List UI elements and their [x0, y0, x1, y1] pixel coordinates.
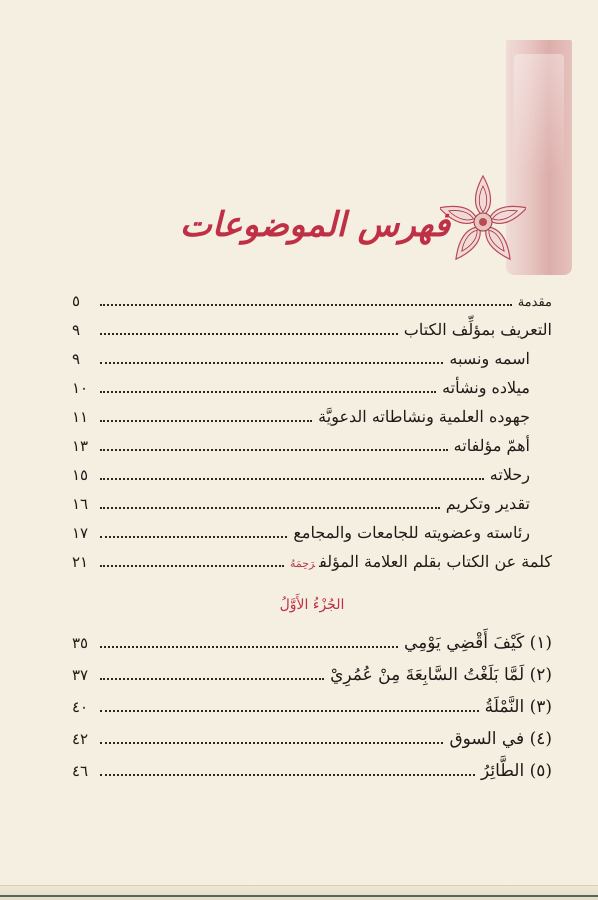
toc-entry-title: أهمّ مؤلفاته	[453, 436, 530, 455]
dot-leader	[100, 774, 475, 776]
toc-page-number: ٣٥	[72, 634, 89, 652]
table-of-contents	[72, 292, 552, 793]
toc-page-number: ٤٦	[72, 762, 89, 780]
toc-page-number: ٢١	[72, 553, 89, 571]
toc-entry-title: كلمة عن الكتاب بقلم العلامة المؤلفرَحِمَهُ	[290, 552, 552, 571]
toc-entry-title: اسمه ونسبه	[449, 349, 530, 368]
toc-entry-title: ميلاده ونشأته	[442, 378, 530, 397]
toc-entry[interactable]	[72, 349, 552, 368]
star-flower-ornament-icon	[440, 168, 526, 272]
toc-page-number: ٩	[72, 350, 81, 368]
toc-entry-title: (٢) لَمَّا بَلَغْتُ السَّابِعَةَ مِنْ عُمُرِيْ	[330, 665, 552, 685]
toc-entry[interactable]	[72, 552, 552, 571]
dot-leader	[100, 646, 398, 648]
dot-leader	[100, 304, 512, 306]
toc-page-number: ١٥	[72, 466, 89, 484]
dot-leader	[100, 536, 287, 538]
toc-entry[interactable]	[72, 378, 552, 397]
dot-leader	[100, 333, 398, 335]
toc-entry[interactable]	[72, 697, 552, 717]
toc-entry-title: تقدير وتكريم	[445, 494, 530, 513]
toc-entry-title: جهوده العلمية ونشاطاته الدعويَّة	[318, 407, 530, 426]
dot-leader	[100, 420, 312, 422]
toc-entry[interactable]	[72, 407, 552, 426]
toc-entry-title: رحلاته	[489, 465, 530, 484]
toc-entry-title: رئاسته وعضويته للجامعات والمجامع	[293, 523, 530, 542]
dot-leader	[100, 507, 440, 509]
toc-entry[interactable]	[72, 436, 552, 455]
page-title: فهرس الموضوعات	[179, 205, 450, 245]
toc-page-number: ٥	[72, 292, 81, 310]
dot-leader	[100, 565, 284, 567]
toc-entry-title: التعريف بمؤلِّف الكتاب	[403, 320, 552, 339]
toc-page-number: ١١	[72, 408, 89, 426]
toc-entry[interactable]	[72, 729, 552, 749]
toc-entry-title: مقدمة	[517, 295, 552, 310]
honorific-mark: رَحِمَهُ	[290, 557, 316, 570]
dot-leader	[100, 678, 324, 680]
toc-page-number: ٩	[72, 321, 81, 339]
toc-entry-title: (١) كَيْفَ أَقْضِي يَوْمِي	[404, 633, 552, 653]
toc-entry[interactable]	[72, 633, 552, 653]
page-bottom-edge	[0, 885, 598, 900]
toc-entry[interactable]	[72, 292, 552, 310]
dot-leader	[100, 449, 448, 451]
dot-leader	[100, 478, 484, 480]
toc-intro-list	[72, 292, 552, 571]
toc-entry-title: (٤) في السوق	[449, 729, 552, 749]
toc-page-number: ١٧	[72, 524, 89, 542]
toc-entry[interactable]	[72, 320, 552, 339]
toc-entry[interactable]	[72, 523, 552, 542]
toc-page-number: ٣٧	[72, 666, 89, 684]
part-heading: الجُزْءُ الأَوَّلُ	[279, 597, 345, 613]
toc-entry[interactable]	[72, 665, 552, 685]
toc-page-number: ٤٢	[72, 730, 89, 748]
toc-entry[interactable]	[72, 465, 552, 484]
dot-leader	[100, 742, 443, 744]
toc-entry-title: (٥) الطَّائِرُ	[481, 761, 552, 781]
toc-entry-title: (٣) النَّمْلَةُ	[484, 697, 552, 717]
toc-page-number: ١٠	[72, 379, 89, 397]
toc-lesson-list	[72, 633, 552, 781]
toc-entry[interactable]	[72, 494, 552, 513]
toc-page-number: ١٦	[72, 495, 89, 513]
toc-entry[interactable]	[72, 761, 552, 781]
toc-page-number: ٤٠	[72, 698, 89, 716]
dot-leader	[100, 710, 479, 712]
toc-page-number: ١٣	[72, 437, 89, 455]
dot-leader	[100, 391, 436, 393]
dot-leader	[100, 362, 443, 364]
